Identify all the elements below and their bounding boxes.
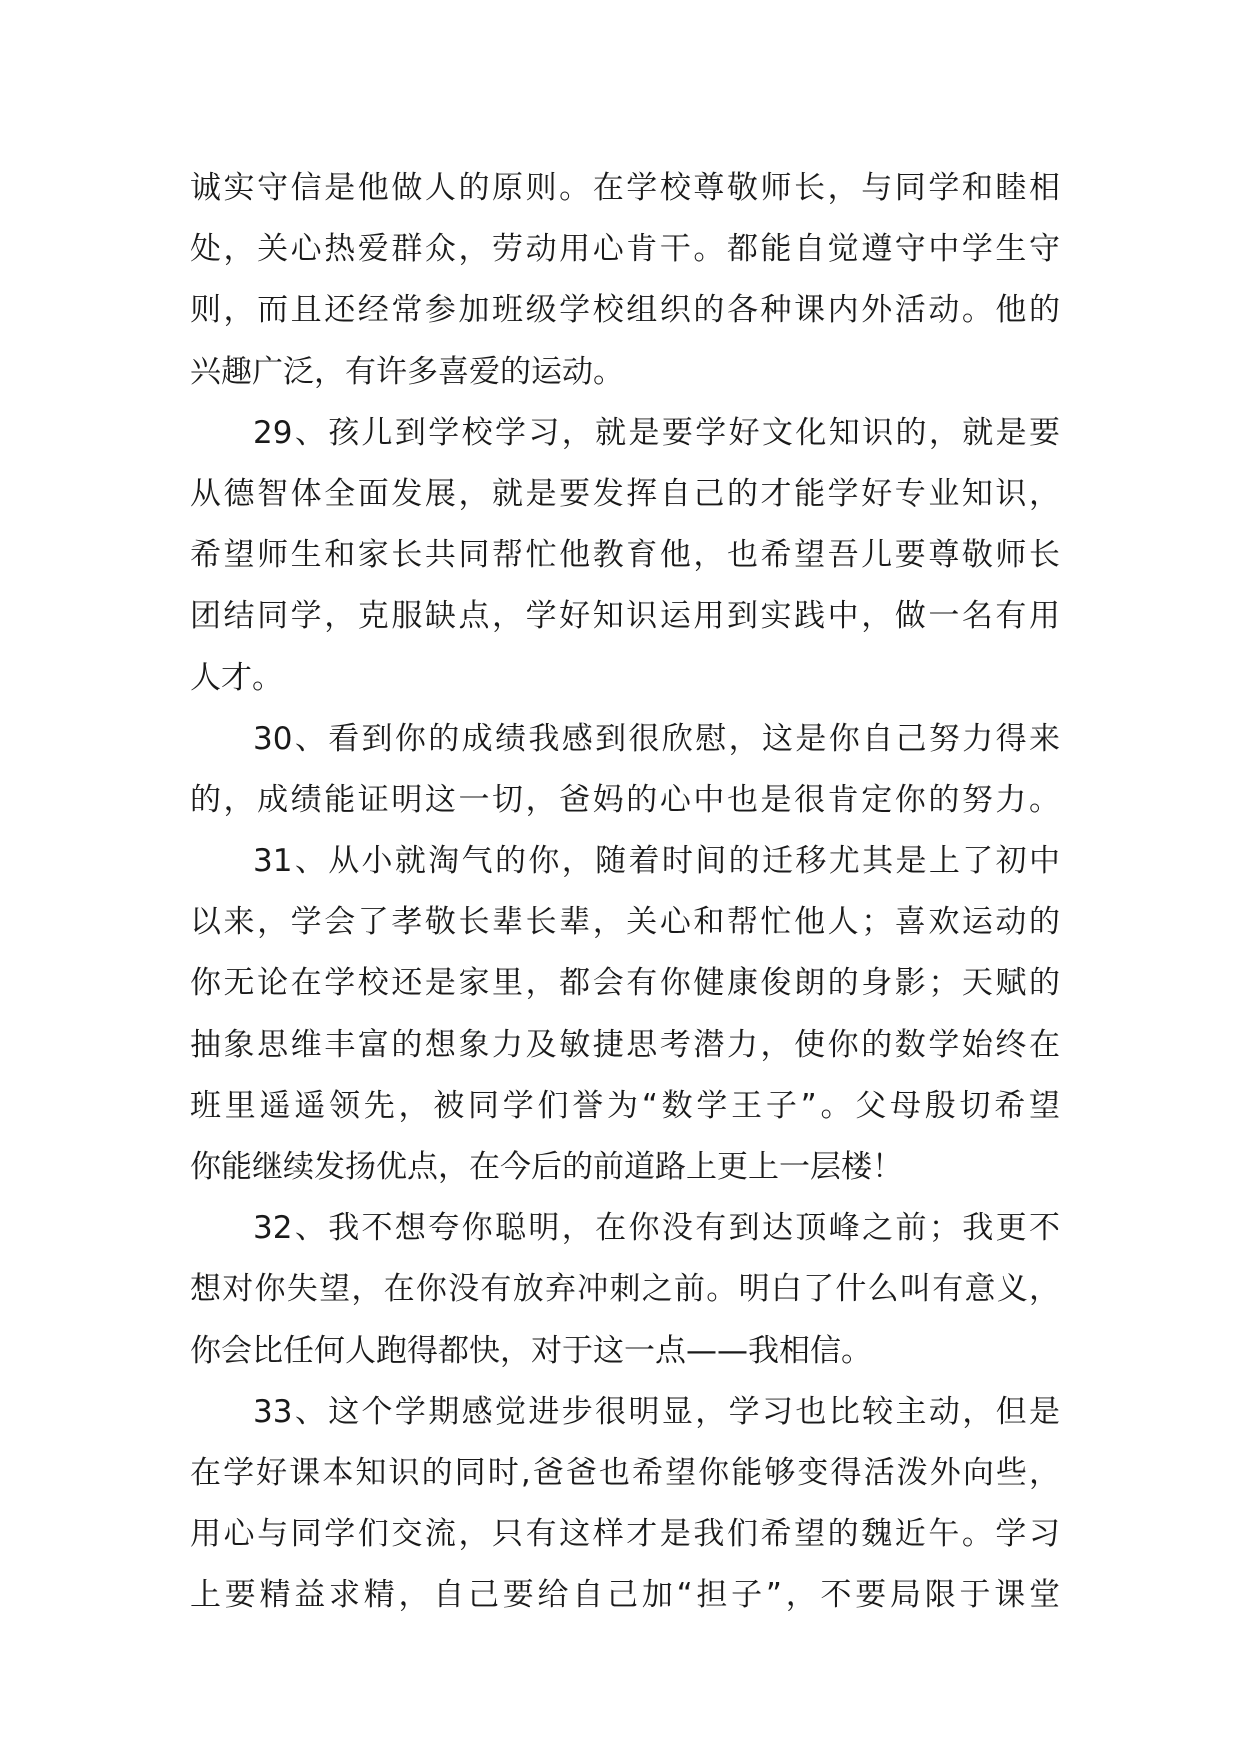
text-line: 从德智体全面发展，就是要发挥自己的才能学好专业知识，	[190, 475, 1060, 512]
text-line: 32、我不想夸你聪明，在你没有到达顶峰之前；我更不	[253, 1210, 1060, 1247]
text-line: 29、孩儿到学校学习，就是要学好文化知识的，就是要	[253, 414, 1060, 451]
text-line: 你会比任何人跑得都快，对于这一点——我相信。	[190, 1332, 872, 1369]
paragraph-33	[190, 1382, 1060, 1627]
text-line: 抽象思维丰富的想象力及敏捷思考潜力，使你的数学始终在	[190, 1026, 1060, 1063]
text-line: 兴趣广泛，有许多喜爱的运动。	[190, 353, 624, 390]
text-line: 33、这个学期感觉进步很明显，学习也比较主动，但是	[253, 1393, 1060, 1430]
text-line: 人才。	[190, 659, 283, 696]
text-line: 31、从小就淘气的你，随着时间的迁移尤其是上了初中	[253, 843, 1060, 880]
text-line: 以来，学会了孝敬长辈长辈，关心和帮忙他人；喜欢运动的	[190, 904, 1060, 941]
paragraph-31	[190, 831, 1060, 1198]
text-line: 上要精益求精，自己要给自己加“担子”，不要局限于课堂	[190, 1577, 1060, 1614]
document-body	[190, 158, 1060, 1627]
text-line: 诚实守信是他做人的原则。在学校尊敬师长，与同学和睦相	[190, 170, 1060, 206]
text-line: 团结同学，克服缺点，学好知识运用到实践中，做一名有用	[190, 598, 1060, 635]
text-line: 处，关心热爱群众，劳动用心肯干。都能自觉遵守中学生守	[190, 231, 1060, 268]
text-line: 希望师生和家长共同帮忙他教育他，也希望吾儿要尊敬师长	[190, 537, 1060, 574]
paragraph-intro	[190, 158, 1060, 403]
paragraph-32	[190, 1198, 1060, 1382]
text-line: 想对你失望，在你没有放弃冲刺之前。明白了什么叫有意义，	[190, 1271, 1060, 1308]
paragraph-30	[190, 709, 1060, 831]
text-line: 的，成绩能证明这一切，爸妈的心中也是很肯定你的努力。	[190, 781, 1060, 818]
text-line: 用心与同学们交流，只有这样才是我们希望的魏近午。学习	[190, 1516, 1060, 1553]
text-line: 你能继续发扬优点，在今后的前道路上更上一层楼！	[190, 1149, 903, 1185]
text-line: 30、看到你的成绩我感到很欣慰，这是你自己努力得来	[253, 720, 1060, 757]
text-line: 班里遥遥领先，被同学们誉为“数学王子”。父母殷切希望	[190, 1087, 1060, 1124]
paragraph-29	[190, 403, 1060, 709]
text-line: 则，而且还经常参加班级学校组织的各种课内外活动。他的	[190, 292, 1060, 329]
text-line: 在学好课本知识的同时,爸爸也希望你能够变得活泼外向些，	[190, 1454, 1060, 1491]
text-line: 你无论在学校还是家里，都会有你健康俊朗的身影；天赋的	[190, 965, 1060, 1002]
